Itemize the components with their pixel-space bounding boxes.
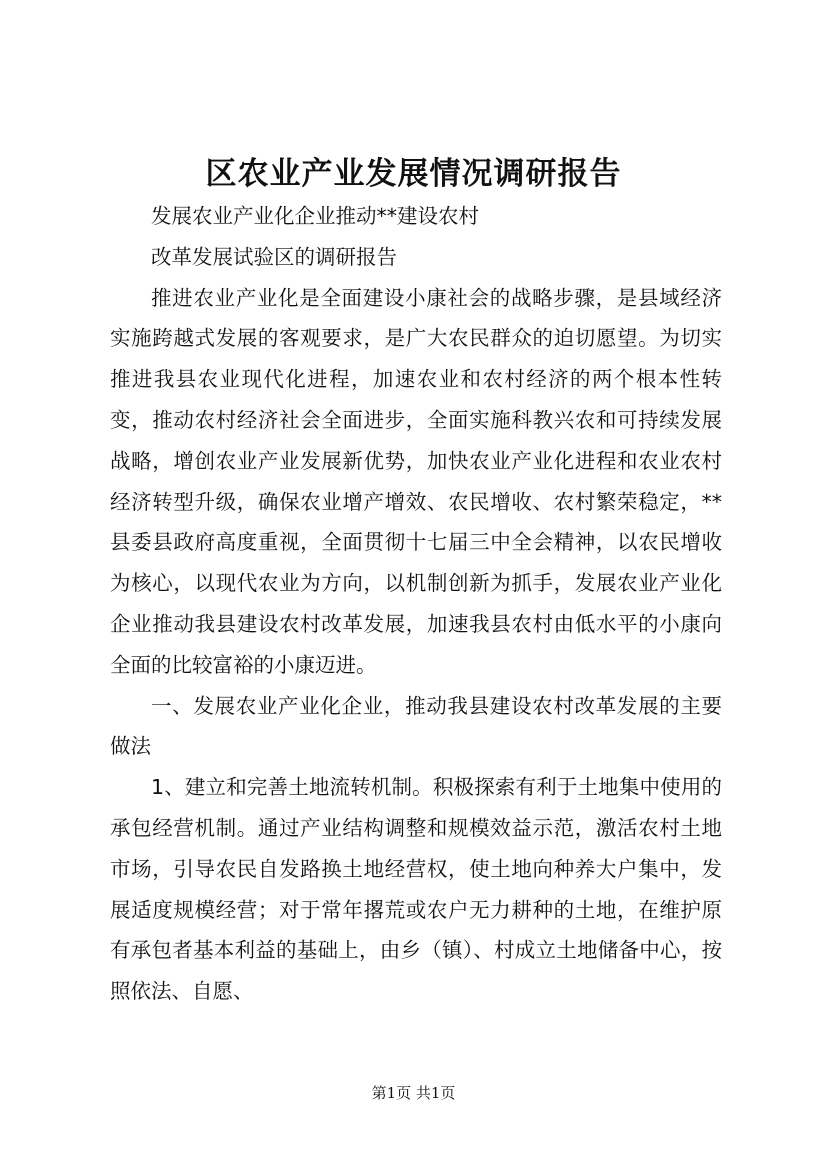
section-heading-1: 一、发展农业产业化企业，推动我县建设农村改革发展的主要做法 [110,693,722,759]
subtitle-line-2: 改革发展试验区的调研报告 [151,244,397,269]
section-paragraph-1: 1、建立和完善土地流转机制。积极探索有利于土地集中使用的承包经营机制。通过产业结构调整和规模效益示范，激活农村土地市场，引导农民自发路换土地经营权，使土地向种养大户集中，发展适度规模经营；对于常年撂荒或农户无力耕种的土地，在维护原有承包者基本利益的基础上，由乡（镇）、村成立土地储备中心，按照依法、自愿、 [110,775,722,1004]
subtitle-line-1: 发展农业产业化企业推动**建设农村 [151,204,479,228]
page-footer: 第1页 共1页 [371,1084,456,1102]
document-title: 区农业产业发展情况调研报告 [205,156,622,192]
document-body [110,196,722,1012]
intro-paragraph: 推进农业产业化是全面建设小康社会的战略步骤，是县域经济实施跨越式发展的客观要求，是广大农民群众的迫切愿望。为切实推进我县农业现代化进程，加速农业和农村经济的两个根本性转变，推动农村经济社会全面进步，全面实施科教兴农和可持续发展战略，增创农业产业发展新优势，加快农业产业化进程和农业农村经济转型升级，确保农业增产增效、农民增收、农村繁荣稳定，**县委县政府高度重视，全面贯彻十七届三中全会精神，以农民增收为核心，以现代农业为方向，以机制创新为抓手，发展农业产业化企业推动我县建设农村改革发展，加速我县农村由低水平的小康向全面的比较富裕的小康迈进。 [110,285,722,677]
